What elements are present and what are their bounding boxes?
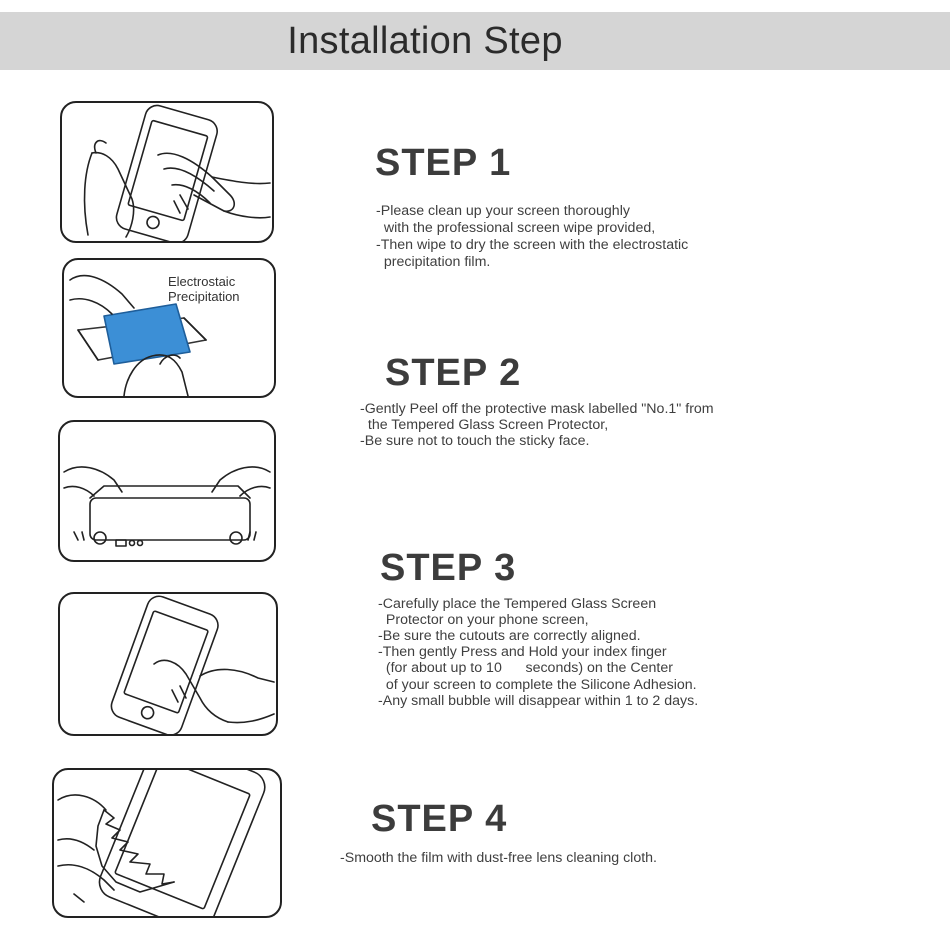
step3-line5: (for about up to 10 seconds) on the Center: [378, 660, 673, 676]
film-label-line2: Precipitation: [168, 289, 240, 304]
step1-illustration: [60, 101, 274, 243]
step1-film-illustration: [62, 258, 276, 398]
step1-line3: -Then wipe to dry the screen with the electrostatic: [376, 237, 689, 253]
step4-title: STEP 4: [371, 798, 508, 840]
step2-line1: -Gently Peel off the protective mask labelled "No.1" from: [360, 401, 714, 417]
step4-illustration: [52, 768, 282, 918]
step3-illustration: [58, 592, 278, 736]
step3-line7: -Any small bubble will disappear within 1 to 2 days.: [378, 693, 699, 709]
step3-line4: -Then gently Press and Hold your index finger: [378, 644, 667, 660]
step3-line3: -Be sure the cutouts are correctly aligned.: [378, 628, 641, 644]
step2-line2: the Tempered Glass Screen Protector,: [360, 417, 609, 433]
step3-line6: of your screen to complete the Silicone Adhesion.: [378, 677, 697, 693]
step3-title: STEP 3: [380, 547, 517, 589]
step2-title: STEP 2: [385, 352, 522, 394]
step1-line4: precipitation film.: [376, 254, 491, 270]
top-strip: [0, 0, 950, 12]
step3-line1: -Carefully place the Tempered Glass Screen: [378, 596, 657, 612]
step1-title: STEP 1: [375, 142, 512, 184]
step1-line2: with the professional screen wipe provided,: [376, 220, 656, 236]
step2-line3: -Be sure not to touch the sticky face.: [360, 433, 590, 449]
step1-line1: -Please clean up your screen thoroughly: [376, 203, 630, 219]
page-title: Installation Step: [287, 20, 563, 62]
film-label-line1: Electrostaic: [168, 274, 236, 289]
step3-line2: Protector on your phone screen,: [378, 612, 589, 628]
header-bar: [0, 12, 950, 70]
step4-line1: -Smooth the film with dust-free lens cleaning cloth.: [340, 850, 658, 866]
step2-illustration: [58, 420, 276, 562]
